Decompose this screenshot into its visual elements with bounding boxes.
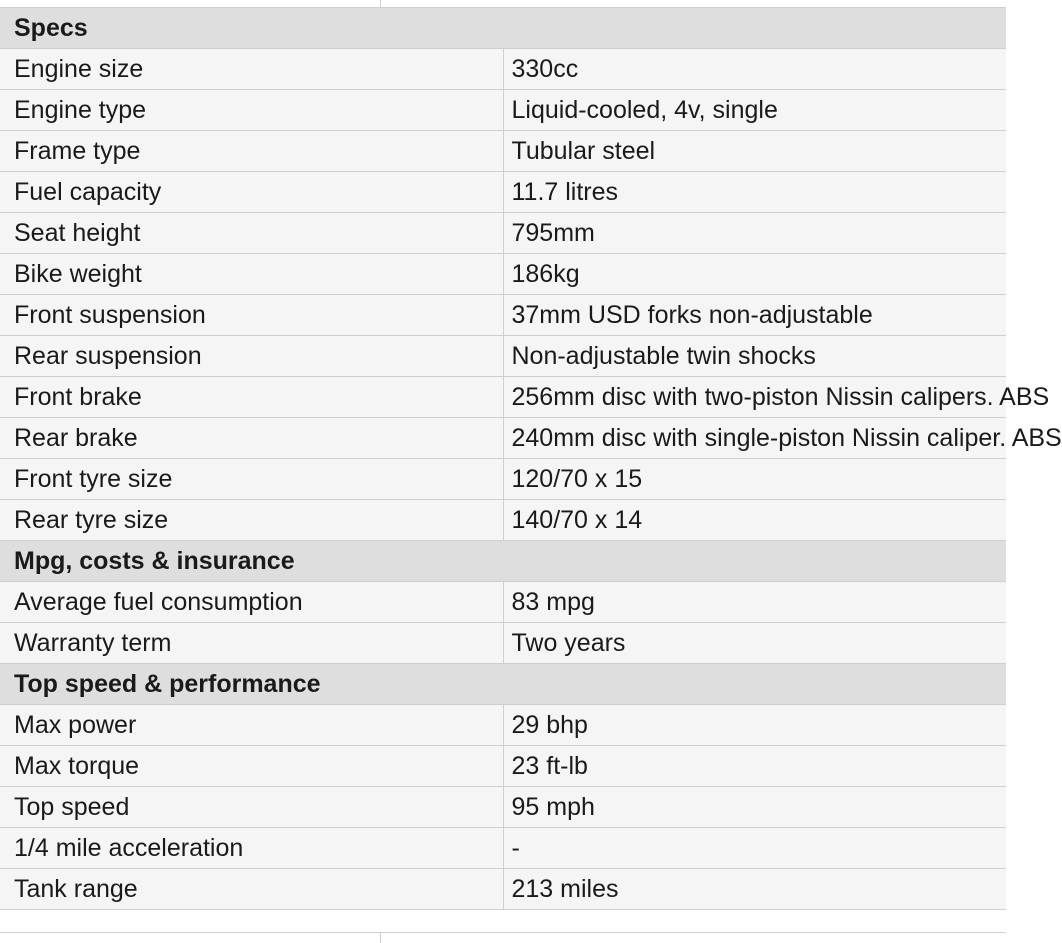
spec-label: Tank range	[0, 869, 503, 910]
table-row	[0, 295, 1006, 336]
spec-label: Rear suspension	[0, 336, 503, 377]
spec-value: Tubular steel	[503, 131, 1006, 172]
section-title: Specs	[0, 8, 1006, 49]
spec-label: Rear tyre size	[0, 500, 503, 541]
spec-label: Front tyre size	[0, 459, 503, 500]
table-row	[0, 131, 1006, 172]
table-row	[0, 418, 1006, 459]
spec-value: 120/70 x 15	[503, 459, 1006, 500]
spec-label: Fuel capacity	[0, 172, 503, 213]
specs-table	[0, 7, 1062, 910]
spec-label: Max torque	[0, 746, 503, 787]
spec-value: 330cc	[503, 49, 1006, 90]
table-row	[0, 787, 1006, 828]
spec-label: Max power	[0, 705, 503, 746]
spec-label: Seat height	[0, 213, 503, 254]
spec-value: Liquid-cooled, 4v, single	[503, 90, 1006, 131]
spec-label: Average fuel consumption	[0, 582, 503, 623]
table-row	[0, 705, 1006, 746]
spec-value: Non-adjustable twin shocks	[503, 336, 1006, 377]
spec-label: Engine size	[0, 49, 503, 90]
spec-label: Frame type	[0, 131, 503, 172]
table-row	[0, 459, 1006, 500]
spec-label: Bike weight	[0, 254, 503, 295]
table-row	[0, 377, 1006, 418]
spec-value: 11.7 litres	[503, 172, 1006, 213]
section-header-performance	[0, 664, 1006, 705]
spec-label: Warranty term	[0, 623, 503, 664]
table-row	[0, 172, 1006, 213]
spec-value: 186kg	[503, 254, 1006, 295]
section-header-costs	[0, 541, 1006, 582]
spec-value: 795mm	[503, 213, 1006, 254]
table-row	[0, 500, 1006, 541]
spec-value: 37mm USD forks non-adjustable	[503, 295, 1006, 336]
spec-value: 95 mph	[503, 787, 1006, 828]
spec-value: 256mm disc with two-piston Nissin calipers. ABS	[503, 377, 1006, 418]
spec-value: 213 miles	[503, 869, 1006, 910]
table-row	[0, 213, 1006, 254]
table-row	[0, 582, 1006, 623]
spec-label: Top speed	[0, 787, 503, 828]
spec-label: Front brake	[0, 377, 503, 418]
table-row	[0, 869, 1006, 910]
spec-label: 1/4 mile acceleration	[0, 828, 503, 869]
table-row	[0, 49, 1006, 90]
spec-value: Two years	[503, 623, 1006, 664]
table-row	[0, 746, 1006, 787]
table-row	[0, 623, 1006, 664]
spec-value: -	[503, 828, 1006, 869]
spec-value: 23 ft-lb	[503, 746, 1006, 787]
spec-value: 240mm disc with single-piston Nissin caliper. ABS	[503, 418, 1006, 459]
spec-label: Front suspension	[0, 295, 503, 336]
section-header-specs	[0, 8, 1006, 49]
section-title: Top speed & performance	[0, 664, 1006, 705]
spec-label: Rear brake	[0, 418, 503, 459]
table-row	[0, 828, 1006, 869]
table-row	[0, 90, 1006, 131]
spec-value: 29 bhp	[503, 705, 1006, 746]
spec-label: Engine type	[0, 90, 503, 131]
section-title: Mpg, costs & insurance	[0, 541, 1006, 582]
table-bottom-edge	[0, 932, 1006, 942]
spec-value: 83 mpg	[503, 582, 1006, 623]
table-row	[0, 336, 1006, 377]
spec-value: 140/70 x 14	[503, 500, 1006, 541]
table-row	[0, 254, 1006, 295]
